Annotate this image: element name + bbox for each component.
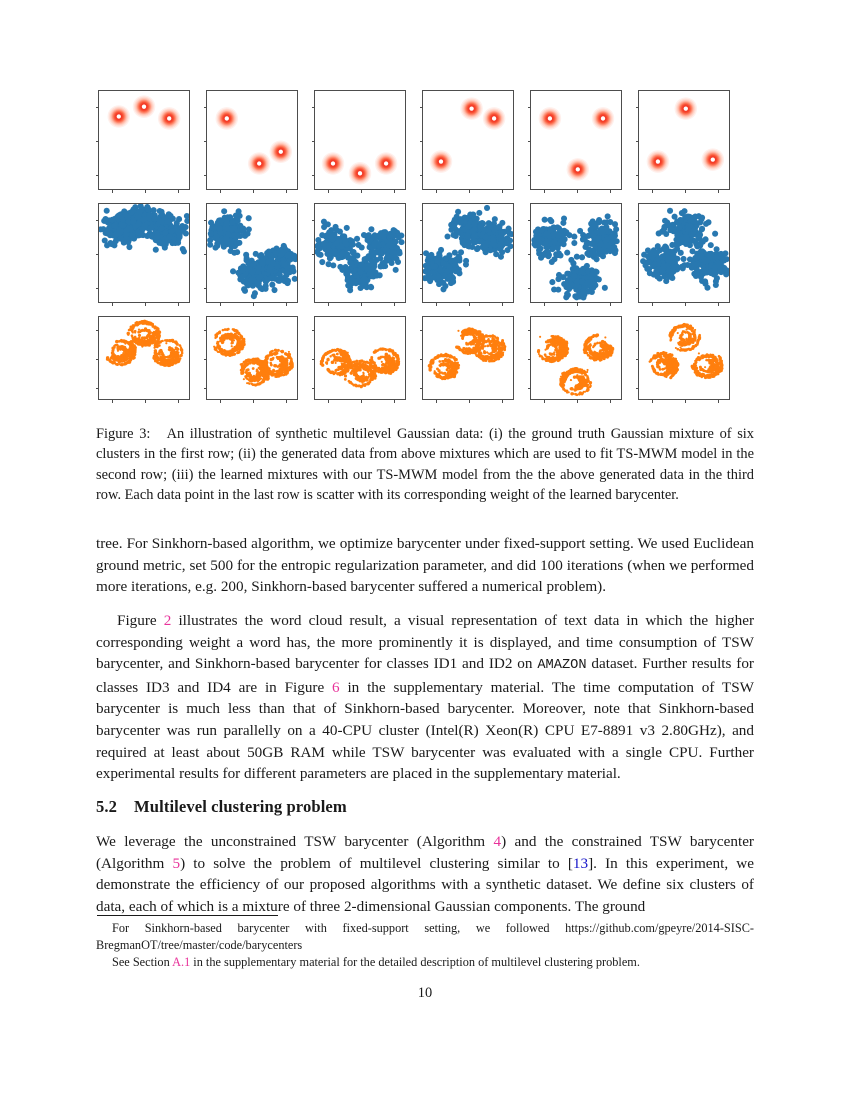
y-axis-tick (636, 107, 640, 108)
footnote-2 (96, 954, 754, 971)
x-axis-tick (577, 399, 578, 403)
p2-seg-4: in the supplementary material. The time computation of TSW barycenter is much less than that of Sinkhorn-based barycenter. Moreover, note that Sinkhorn-based barycenter was run parallelly on a 40-CPU cluster (Intel(R) Xeon(R) CPU E7-8891 v3 2.80GHz), and required at least about 50GB RAM while TSW barycenter was evaluated with a single CPU. Further experimental results for different parameters are placed in the supplementary material. (96, 678, 754, 783)
figure-panel-r2-c6 (638, 203, 730, 303)
x-axis-tick (112, 189, 113, 193)
footnote-1 (96, 920, 754, 953)
dataset-name-amazon: AMAZON (537, 658, 587, 674)
algorithm-reference-5[interactable]: 5 (172, 854, 181, 872)
paragraph-multilevel-clustering (96, 831, 754, 917)
x-axis-tick (361, 399, 362, 403)
y-axis-tick (96, 359, 100, 360)
p3-seg-2: ) and the constrained TSW barycenter (Algorithm (96, 833, 754, 872)
y-axis-tick (96, 175, 100, 176)
y-axis-tick (204, 359, 208, 360)
y-axis-tick (204, 175, 208, 176)
panel-plot-area (99, 317, 189, 399)
panel-plot-area (531, 91, 621, 189)
x-axis-tick (610, 302, 611, 306)
x-axis-tick (178, 189, 179, 193)
y-axis-tick (636, 330, 640, 331)
x-axis-tick (145, 189, 146, 193)
y-axis-tick (312, 359, 316, 360)
x-axis-tick (652, 189, 653, 193)
x-axis-tick (718, 189, 719, 193)
figure-caption-label: Figure 3: (96, 426, 151, 442)
x-axis-tick (610, 189, 611, 193)
y-axis-tick (528, 388, 532, 389)
panel-plot-area (639, 317, 729, 399)
y-axis-tick (420, 359, 424, 360)
figure-panel-r3-c3 (314, 316, 406, 400)
y-axis-tick (636, 359, 640, 360)
x-axis-tick (685, 189, 686, 193)
x-axis-tick (112, 302, 113, 306)
x-axis-tick (610, 399, 611, 403)
figure-panel-r3-c6 (638, 316, 730, 400)
x-axis-tick (361, 302, 362, 306)
y-axis-tick (312, 388, 316, 389)
y-axis-tick (96, 330, 100, 331)
x-axis-tick (328, 189, 329, 193)
figure-panel-r2-c2 (206, 203, 298, 303)
x-axis-tick (145, 302, 146, 306)
x-axis-tick (469, 399, 470, 403)
p2-seg-1: Figure (117, 612, 164, 629)
fn2-seg-1: See Section (112, 955, 173, 970)
y-axis-tick (420, 141, 424, 142)
x-axis-tick (394, 302, 395, 306)
x-axis-tick (502, 189, 503, 193)
panel-plot-area (207, 91, 297, 189)
page-number: 10 (417, 985, 433, 1001)
x-axis-tick (436, 189, 437, 193)
x-axis-tick (652, 399, 653, 403)
x-axis-tick (502, 302, 503, 306)
panel-plot-area (423, 91, 513, 189)
y-axis-tick (528, 175, 532, 176)
y-axis-tick (528, 141, 532, 142)
x-axis-tick (394, 399, 395, 403)
x-axis-tick (220, 302, 221, 306)
x-axis-tick (178, 302, 179, 306)
algorithm-reference-4[interactable]: 4 (493, 833, 502, 850)
figure-panel-r2-c3 (314, 203, 406, 303)
y-axis-tick (312, 107, 316, 108)
figure-row-ground-truth (98, 90, 752, 190)
x-axis-tick (544, 302, 545, 306)
y-axis-tick (204, 141, 208, 142)
panel-plot-area (639, 204, 729, 302)
paragraph-sinkhorn-settings (96, 533, 754, 598)
x-axis-tick (469, 302, 470, 306)
panel-plot-area (315, 317, 405, 399)
x-axis-tick (718, 302, 719, 306)
x-axis-tick (286, 189, 287, 193)
panel-plot-area (99, 91, 189, 189)
x-axis-tick (394, 189, 395, 193)
y-axis-tick (420, 220, 424, 221)
y-axis-tick (420, 175, 424, 176)
y-axis-tick (528, 288, 532, 289)
figure-reference-2[interactable]: 2 (163, 612, 172, 629)
p2-seg-2: illustrates the word cloud result, a visual representation of text data in which the higher corresponding weight a word has, the more prominently it is displayed, and time consumption of TSW barycenter, and Sinkhorn-based barycenter for classes ID1 and ID2 on (96, 612, 754, 673)
panel-plot-area (531, 204, 621, 302)
y-axis-tick (312, 330, 316, 331)
footnote-block (96, 920, 754, 971)
y-axis-tick (420, 288, 424, 289)
figure-panel-r2-c1 (98, 203, 190, 303)
figure-row-learned-mixtures (98, 316, 752, 400)
y-axis-tick (96, 141, 100, 142)
figure-panel-r2-c4 (422, 203, 514, 303)
panel-plot-area (207, 204, 297, 302)
y-axis-tick (96, 254, 100, 255)
citation-reference-13[interactable]: 13 (572, 854, 589, 872)
section-title: Multilevel clustering problem (134, 797, 347, 816)
y-axis-tick (204, 288, 208, 289)
y-axis-tick (528, 330, 532, 331)
x-axis-tick (145, 399, 146, 403)
p3-seg-4: ]. In this experiment, we demonstrate the efficiency of our proposed algorithms with a synthetic dataset. We define six clusters of data, each of which is a mixture of three 2-dimensional Gaussian components. The ground (96, 854, 754, 915)
panel-plot-area (207, 317, 297, 399)
footnote-separator-rule (97, 915, 278, 916)
y-axis-tick (312, 254, 316, 255)
y-axis-tick (636, 220, 640, 221)
p2-seg-3: dataset. Further results for classes ID3 and ID4 are in Figure (96, 655, 754, 696)
x-axis-tick (112, 399, 113, 403)
x-axis-tick (718, 399, 719, 403)
x-axis-tick (328, 399, 329, 403)
y-axis-tick (420, 330, 424, 331)
x-axis-tick (436, 302, 437, 306)
figure-panel-r3-c2 (206, 316, 298, 400)
figure-panel-r1-c2 (206, 90, 298, 190)
section-reference-a1[interactable]: A.1 (172, 955, 191, 970)
y-axis-tick (204, 330, 208, 331)
x-axis-tick (436, 399, 437, 403)
y-axis-tick (312, 141, 316, 142)
figure-caption-text: An illustration of synthetic multilevel Gaussian data: (i) the ground truth Gaussian mixture of six clusters in the first row; (ii) the generated data from above mixtures which are used to fit TS-MWM model in the second row; (iii) the learned mixtures with our TS-MWM model from the the above generated data in the third row. Each data point in the last row is scatter with its corresponding weight of the learned barycenter. (96, 426, 754, 504)
x-axis-tick (328, 302, 329, 306)
figure-reference-6[interactable]: 6 (332, 678, 340, 696)
panel-plot-area (639, 91, 729, 189)
y-axis-tick (420, 254, 424, 255)
y-axis-tick (420, 107, 424, 108)
section-number: 5.2 (96, 797, 118, 816)
panel-plot-area (531, 317, 621, 399)
figure-panel-r1-c6 (638, 90, 730, 190)
y-axis-tick (204, 254, 208, 255)
y-axis-tick (636, 175, 640, 176)
y-axis-tick (636, 388, 640, 389)
y-axis-tick (96, 220, 100, 221)
section-heading-5-2 (96, 797, 347, 817)
x-axis-tick (577, 189, 578, 193)
x-axis-tick (544, 399, 545, 403)
figure-row-generated-data (98, 203, 752, 303)
p3-seg-3: ) to solve the problem of multilevel clustering similar to [ (180, 854, 573, 872)
x-axis-tick (544, 189, 545, 193)
y-axis-tick (96, 107, 100, 108)
figure-panel-r2-c5 (530, 203, 622, 303)
figure-caption (96, 424, 754, 506)
y-axis-tick (636, 288, 640, 289)
figure-3 (98, 90, 752, 413)
y-axis-tick (528, 359, 532, 360)
figure-panel-r3-c4 (422, 316, 514, 400)
y-axis-tick (204, 388, 208, 389)
figure-panel-r1-c5 (530, 90, 622, 190)
panel-plot-area (315, 204, 405, 302)
x-axis-tick (685, 302, 686, 306)
panel-plot-area (315, 91, 405, 189)
x-axis-tick (361, 189, 362, 193)
figure-panel-r3-c1 (98, 316, 190, 400)
x-axis-tick (253, 302, 254, 306)
y-axis-tick (204, 220, 208, 221)
x-axis-tick (178, 399, 179, 403)
figure-panel-r1-c3 (314, 90, 406, 190)
figure-panel-r1-c4 (422, 90, 514, 190)
y-axis-tick (312, 288, 316, 289)
figure-panel-r3-c5 (530, 316, 622, 400)
x-axis-tick (286, 302, 287, 306)
x-axis-tick (652, 302, 653, 306)
y-axis-tick (96, 388, 100, 389)
x-axis-tick (469, 189, 470, 193)
p3-seg-1: We leverage the unconstrained TSW barycenter (Algorithm (96, 833, 494, 850)
paragraph-word-cloud-results (96, 610, 754, 785)
footnote-1-text: For Sinkhorn-based barycenter with fixed-support setting, we followed https://github.com/gpeyre/2014-SISC-BregmanOT/tree/master/code/barycenters (96, 921, 754, 952)
y-axis-tick (420, 388, 424, 389)
x-axis-tick (577, 302, 578, 306)
x-axis-tick (220, 399, 221, 403)
y-axis-tick (96, 288, 100, 289)
x-axis-tick (502, 399, 503, 403)
y-axis-tick (312, 175, 316, 176)
y-axis-tick (636, 254, 640, 255)
x-axis-tick (685, 399, 686, 403)
y-axis-tick (204, 107, 208, 108)
paragraph-1-text: tree. For Sinkhorn-based algorithm, we optimize barycenter under fixed-support setting. We used Euclidean ground metric, set 500 for the entropic regularization parameter, and did 100 iterations (when we performed more iterations, e.g. 200, Sinkhorn-based barycenter suffered a numerical problem). (96, 535, 754, 596)
fn2-seg-2: in the supplementary material for the detailed description of multilevel clustering problem. (190, 955, 640, 970)
y-axis-tick (528, 254, 532, 255)
panel-plot-area (99, 204, 189, 302)
panel-plot-area (423, 317, 513, 399)
x-axis-tick (286, 399, 287, 403)
y-axis-tick (636, 141, 640, 142)
x-axis-tick (253, 399, 254, 403)
panel-plot-area (423, 204, 513, 302)
x-axis-tick (220, 189, 221, 193)
y-axis-tick (528, 220, 532, 221)
y-axis-tick (528, 107, 532, 108)
figure-panel-r1-c1 (98, 90, 190, 190)
y-axis-tick (312, 220, 316, 221)
x-axis-tick (253, 189, 254, 193)
